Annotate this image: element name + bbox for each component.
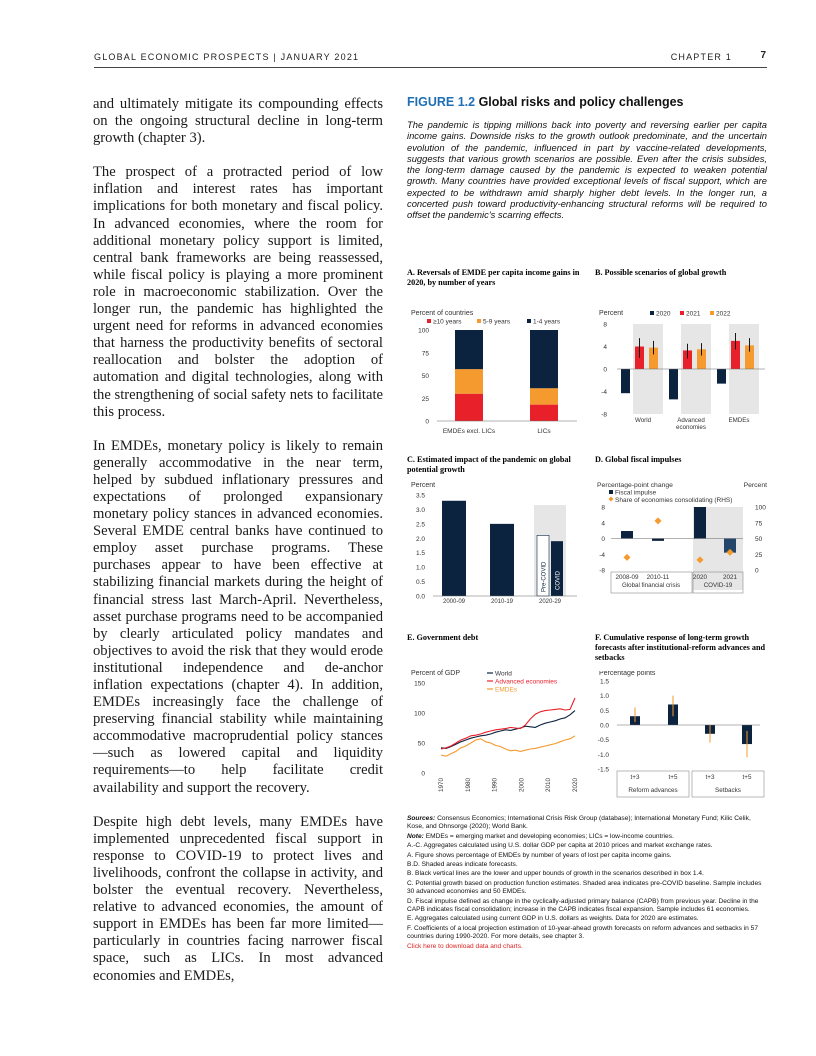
y-tick-label-right: 0 [755,567,759,575]
y-tick-label: 100 [418,327,429,335]
group-label: Setbacks [715,787,741,794]
x-tick-label: t+3 [630,774,640,781]
y-tick-label: 1.0 [599,693,609,701]
legend-swatch [650,311,654,315]
y-tick-label-right: 100 [755,504,766,512]
y-tick-label: 0 [421,770,425,778]
y-tick-label: 0 [601,536,605,543]
bar-segment [455,330,483,369]
y-axis-label-right: Percent [743,482,767,489]
share-marker [624,554,631,561]
legend-swatch [477,319,481,323]
y-axis-label: Percent of countries [411,310,474,317]
y-tick-label: -4 [601,389,607,396]
panel-b [595,268,770,440]
bar-label: Pre-COVID [541,561,548,592]
legend-label: Fiscal impulse [615,489,657,497]
chapter-label: CHAPTER 1 [670,52,732,62]
chart-e [407,665,582,805]
y-tick-label: 0 [603,366,607,374]
group-label: Global financial crisis [621,582,681,589]
legend-label: 1-4 years [533,318,561,326]
y-tick-label: 1.5 [599,678,609,686]
x-tick-label: 2000-09 [442,599,466,605]
legend-swatch [710,311,714,315]
legend-label: EMDEs [495,686,518,694]
y-tick-label: 0 [425,418,429,426]
legend-label: 2021 [686,310,701,318]
x-tick-label: World [634,417,652,424]
y-tick-label: 75 [421,350,429,358]
figure-number: FIGURE 1.2 [407,95,476,109]
bar [621,369,630,393]
note-item: B. Black vertical lines are the lower and upper bounds of growth in the scenarios described in box 1.4. [407,870,704,878]
body-text [93,96,383,1002]
y-tick-label: -8 [599,567,605,575]
panel-title: D. Global fiscal impulses [595,455,682,464]
panel-c [407,455,582,615]
running-header: GLOBAL ECONOMIC PROSPECTS | JANUARY 2021 [94,52,360,62]
y-axis-label: Percent [599,310,624,317]
legend-swatch [527,319,531,323]
x-tick-label: 1980 [464,777,472,793]
x-tick-label: t+3 [705,774,715,781]
legend-label: 5-9 years [483,318,511,326]
y-tick-label: 50 [417,740,425,748]
panel-a [407,268,582,440]
y-tick-label: 3.0 [415,506,425,514]
bar [442,501,466,596]
x-tick-label: 2021 [722,574,738,581]
y-tick-label: 100 [414,710,425,718]
paragraph: In EMDEs, monetary policy is likely to remain generally accommodative in the near term, helped by subdued inflationary pressures and expectations of prolonged expansionary monetary policy stances in advanced economies. Several EMDE central banks have continued to employ asset purchase programs. These purchases appear to have been effective at stabilizing financial markets during the height of financial stress last March-April. Nevertheless, asset purchase programs need to be accompanied by clearly articulated policy mandates and objectives to avoid the risk that they would erode institutional independence and de-anchor inflation expectations (chapter 4). In addition, EMDEs increasingly face the challenge of preserving financial stability while maintaining accommodative macroprudential policy stances—such as lowered capital and liquidity requirements—to help facilitate credit availability and support the recovery. [93,437,383,796]
y-tick-label: 4 [601,520,605,528]
chart-f [595,671,770,801]
note-item: F. Coefficients of a local projection estimation of 10-year-ahead growth forecasts on reform advances and setbacks in 57 countries during 1990-2020. For more details, see chapter 3. [407,924,759,941]
x-tick-label: 2010-19 [490,599,514,605]
figure-notes [407,815,767,952]
y-axis-label: Percentage-point change [597,482,673,489]
series-line [441,711,575,749]
chart-d [595,477,770,617]
x-tick-label: 2008-09 [615,574,639,581]
note-text: EMDEs = emerging market and developing economies; LICs = low-income countries. [425,832,674,840]
series-line [441,736,575,756]
x-tick-label: 2020 [692,574,708,581]
panel-title: F. Cumulative response of long-term growth forecasts after institutional-reform advances and setbacks [595,633,766,662]
figure-intro: The pandemic is tipping millions back into poverty and reversing earlier per capita income gains. Downside risks to the growth outlook predominate, and the uncertain evolution of the pandemic, influenced in part by vaccine-related developments, suggests that various growth scenarios are possible. Even after the crisis subsides, the long-term damage caused by the pandemic is expected to weaken potential growth. Many countries have provided exceptional levels of fiscal support, which are expected to be withdrawn amid sharply higher debt levels. In the longer run, a concerted push toward productivity-enhancing structural reforms will be required to offset the pandemic's scarring effects. [407,119,767,221]
legend-label: 2020 [656,310,671,318]
note-label: Note: [407,832,424,840]
panel-d [595,455,770,615]
sources-label: Sources: [407,815,436,822]
x-tick-label: 2020-29 [538,599,562,605]
note-item: D. Fiscal impulse defined as change in the cyclically-adjusted primary balance (CAPB) from previous year. Decline in the CAPB indicates fiscal consolidation; increase in the CAPB indicates fiscal expansion. Sample includes 61 economies. [407,897,759,914]
x-tick-label: 2010 [545,777,553,793]
y-tick-label: -0.5 [597,737,609,745]
y-tick-label: 3.5 [415,492,425,500]
legend-label: Share of economies consolidating (RHS) [615,497,733,504]
bar [621,531,633,538]
group-label: Reform advances [628,787,678,794]
bar [652,539,664,541]
y-tick-label: 2.5 [415,521,425,529]
legend-label: Advanced economies [495,678,558,686]
bar [717,369,726,384]
legend-label: 2022 [716,310,731,318]
y-tick-label: 50 [421,373,429,380]
bar [490,524,514,596]
panel-title: C. Estimated impact of the pandemic on global potential growth [407,455,571,474]
x-tick-label: 2020 [572,777,579,793]
legend-swatch [427,319,431,323]
y-axis-label: Percentage points [599,671,656,677]
y-tick-label: 0.0 [415,593,425,601]
y-tick-label: -1.5 [597,766,609,774]
x-tick-label: 1990 [491,777,499,793]
legend-label: World [495,670,512,678]
y-tick-label-right: 75 [755,520,763,528]
legend-marker [609,497,614,502]
figure-title [407,95,767,109]
page-number: 7 [760,50,766,61]
bar-segment [455,394,483,421]
x-tick-label: Advanced economies [676,417,706,431]
y-tick-label: 8 [603,321,607,329]
x-tick-label: LICs [537,428,551,435]
y-tick-label: 4 [603,344,607,351]
bar-segment [530,405,558,421]
panel-f [595,633,770,803]
chart-a [407,306,582,446]
bar-segment [455,369,483,394]
bar [694,507,706,539]
y-tick-label: 1.0 [415,564,425,572]
panel-title: E. Government debt [407,633,479,642]
bar-segment [530,388,558,404]
panel-e [407,633,582,803]
legend-swatch [680,311,684,315]
y-tick-label: 1.5 [415,550,425,558]
x-tick-label: t+5 [742,774,752,781]
note-item: E. Aggregates calculated using current GDP in U.S. dollars as weights. Data for 2020 are estimates. [407,915,699,923]
x-tick-label: EMDEs [728,417,750,424]
x-tick-label: t+5 [668,774,678,781]
x-tick-label: 2000 [518,777,526,793]
figure-title-text: Global risks and policy challenges [478,95,684,109]
y-tick-label: 150 [414,680,425,688]
y-tick-label: -8 [601,411,607,419]
note-item: A.-C. Aggregates calculated using U.S. dollar GDP per capita at 2010 prices and market exchange rates. [407,842,713,850]
y-tick-label: 2.0 [415,535,425,543]
legend-swatch [609,490,613,494]
y-tick-label-right: 50 [755,536,763,543]
y-axis-label: Percent of GDP [411,670,461,677]
y-tick-label: -4 [599,551,605,559]
paragraph: and ultimately mitigate its compounding effects on the ongoing structural decline in long-term growth (chapter 3). [93,96,383,147]
y-axis-label: Percent [411,482,436,489]
paragraph: The prospect of a protracted period of low inflation and interest rates has important implications for both monetary and fiscal policy. In advanced economies, where the room for additional monetary policy support is limited, central bank frameworks are being reassessed, while fiscal policy is playing a more prominent role in macroeconomic stabilization. Over the longer run, the pandemic has highlighted the urgent need for reforms in advanced economies that harness the productivity benefits of sectoral reallocation and bolster the adoption of automation and digital technologies, along with the strengthening of social safety nets to facilitate this process. [93,164,383,420]
paragraph: Despite high debt levels, many EMDEs have implemented unprecedented fiscal support in response to COVID-19 to protect lives and livelihoods, confront the collapse in activity, and bolster the eventual recovery. Nevertheless, relative to advanced economies, the amount of support in EMDEs has been far more limited—particularly in countries facing narrower fiscal space, such as LICs. In most advanced economies and EMDEs, [93,813,383,984]
legend-label: ≥10 years [433,318,462,326]
sources-text: Consensus Economics; International Crisis Risk Group (database); International Monetary Fund; Kilic Celik, Kose, and Ohnsorge (2020); World Bank. [407,815,751,831]
y-tick-label-right: 25 [755,551,763,559]
panel-title: B. Possible scenarios of global growth [595,268,727,277]
note-item: C. Potential growth based on production function estimates. Shaded area indicates pre-COVID baseline. Sample includes 30 advanced economies and 50 EMDEs. [407,879,762,896]
share-marker [655,517,662,524]
y-tick-label: -1.0 [597,751,609,759]
header-rule [94,67,767,68]
chart-b [595,306,770,446]
bar [669,369,678,399]
download-data-link[interactable]: Click here to download data and charts. [407,942,523,950]
y-tick-label: 8 [601,504,605,512]
figure-column [407,95,767,221]
note-item: A. Figure shows percentage of EMDEs by number of years of lost per capita income gains. [407,851,672,859]
bar-label: COVID [555,570,562,590]
chart-c [407,481,582,613]
bar-segment [530,330,558,388]
note-item: B.D. Shaded areas indicate forecasts. [407,861,518,869]
x-tick-label: EMDEs excl. LICs [442,428,496,435]
x-tick-label: 2010-11 [646,574,670,581]
x-tick-label: 1970 [438,777,445,793]
panel-title: A. Reversals of EMDE per capita income gains in 2020, by number of years [407,268,580,287]
y-tick-label: 0.5 [599,707,609,715]
group-label: COVID-19 [703,582,733,589]
y-tick-label: 0.0 [599,722,609,730]
y-tick-label: 0.5 [415,579,425,587]
y-tick-label: 25 [421,395,429,403]
